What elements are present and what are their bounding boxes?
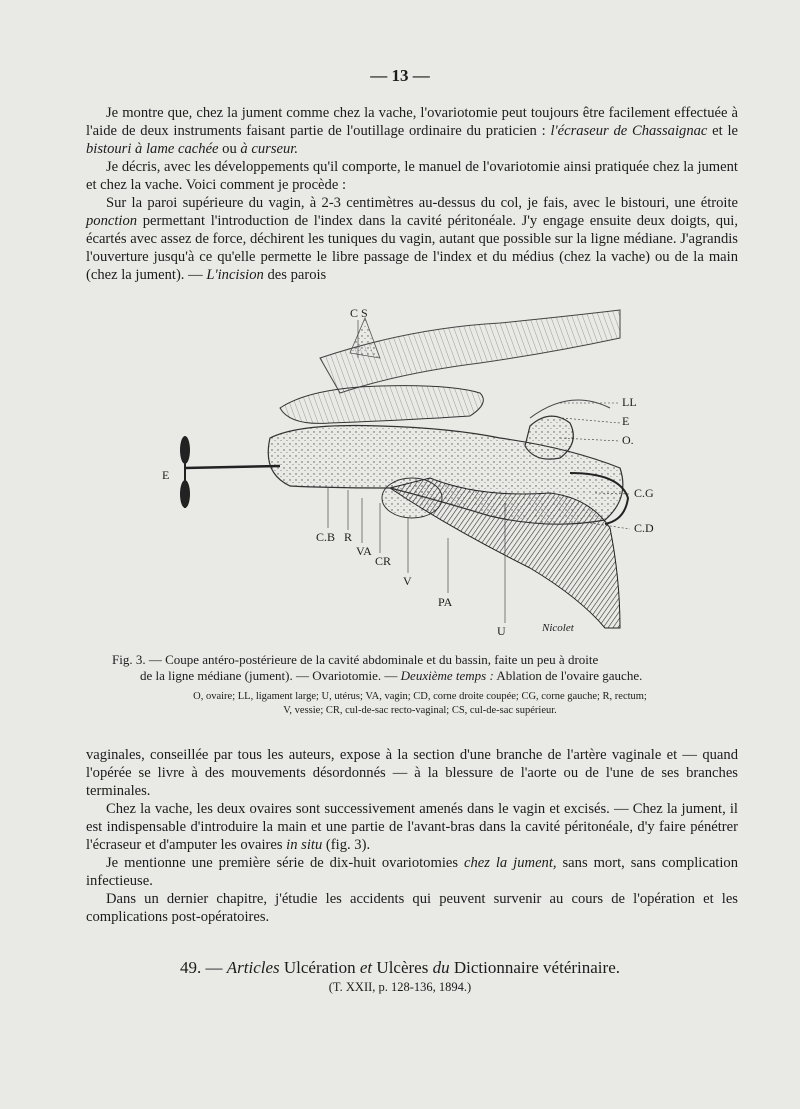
paragraph-5: Chez la vache, les deux ovaires sont successivement amenés dans le vagin et excisés. — Chez la jument, il est indispensable d'introduire la main et une partie de l'avant-bras dans la cavité péritonéale, d'y faire pénétrer l'écraseur et d'amputer les ovaires in situ (fig. 3). <box>86 801 738 853</box>
label-va: VA <box>356 544 372 558</box>
label-v: V <box>403 574 412 588</box>
section-heading: 49. — Articles Ulcération et Ulcères du Dictionnaire vétérinaire. <box>180 958 620 977</box>
label-e-right: E <box>622 414 630 428</box>
paragraph-6: Je mentionne une première série de dix-huit ovariotomies chez la jument, sans mort, sans complication infectieuse. <box>86 855 738 889</box>
label-cb: C.B <box>316 530 336 544</box>
label-cg: C.G <box>634 486 654 500</box>
emphasis-ecraseur: l'écraseur de Chassaignac <box>550 123 708 139</box>
caption-line-1: Fig. 3. — Coupe antéro-postérieure de la cavité abdominale et du bassin, faite un peu à droite <box>112 652 599 667</box>
label-cr: CR <box>375 554 392 568</box>
label-ll: LL <box>622 395 637 409</box>
legend-line-1: O, ovaire; LL, ligament large; U, utérus; VA, vagin; CD, corne droite coupée; CG, corne gauche; R, rectum; <box>193 691 647 702</box>
emphasis-incision: L'incision <box>206 267 264 283</box>
emphasis-bistouri: bistouri à lame cachée <box>86 141 219 157</box>
paragraph-3: Sur la paroi supérieure du vagin, à 2-3 centimètres au-dessus du col, je fais, avec le bistouri, une étroite ponction permettant l'introduction de l'index dans la cavité péritonéale. J'y engage ensuite deux doigts, qui, écartés avec assez de force, déchirent les tuniques du vagin, autant que possible sur la ligne médiane. J'agrandis l'ouverture jusqu'à ce qu'elle permette le libre passage de l'index et du médius (chez la vache) ou de la main (chez la jument). — L'incision des parois <box>86 195 738 283</box>
figure-number: Fig. 3. <box>112 652 146 667</box>
label-u: U <box>497 624 506 638</box>
caption-line-2: de la ligne médiane (jument). — Ovariotomie. — Deuxième temps : Ablation de l'ovaire gauche. <box>140 668 643 683</box>
legend-line-2: V, vessie; CR, cul-de-sac recto-vaginal; CS, cul-de-sac supérieur. <box>283 705 557 716</box>
paragraph-7: Dans un dernier chapitre, j'étudie les accidents qui peuvent survenir au cours de l'opération et les complications post-opératoires. <box>86 891 738 925</box>
figure-illustration <box>150 298 670 648</box>
page-number: — 13 — <box>370 66 430 85</box>
figure-caption <box>112 652 720 684</box>
emphasis-ponction: ponction <box>86 213 138 229</box>
label-r: R <box>344 530 353 544</box>
emphasis-chez-la-jument: chez la jument, <box>464 855 557 871</box>
anatomical-figure <box>150 298 670 648</box>
section-number: 49. <box>180 958 202 977</box>
figure-legend <box>130 690 710 718</box>
label-cd: C.D <box>634 521 654 535</box>
text-block-bottom <box>86 746 738 926</box>
label-pa: PA <box>438 595 453 609</box>
label-e-left: E <box>162 468 170 482</box>
section-citation: (T. XXII, p. 128-136, 1894.) <box>328 980 472 994</box>
emphasis-curseur: à curseur. <box>240 141 298 157</box>
artist-signature: Nicolet <box>542 622 574 634</box>
label-cs: C S <box>350 306 368 320</box>
paragraph-2: Je décris, avec les développements qu'il comporte, le manuel de l'ovariotomie ainsi pratiquée chez la jument et chez la vache. Voici comment je procède : <box>86 159 738 193</box>
paragraph-1: Je montre que, chez la jument comme chez la vache, l'ovariotomie peut toujours être facilement effectuée à l'aide de deux instruments faisant partie de l'outillage ordinaire du praticien : l'écraseur de Chassaignac et le bistouri à lame cachée ou à curseur. <box>86 105 738 157</box>
emphasis-in-situ: in situ <box>286 837 323 853</box>
label-o: O. <box>622 433 634 447</box>
paragraph-4: vaginales, conseillée par tous les auteurs, expose à la section d'une branche de l'artère vaginale et — quand l'opérée se livre à des mouvements désordonnés — à la blessure de l'aorte ou de l'une de ses branches terminales. <box>86 747 738 799</box>
text-block-top <box>86 104 738 284</box>
